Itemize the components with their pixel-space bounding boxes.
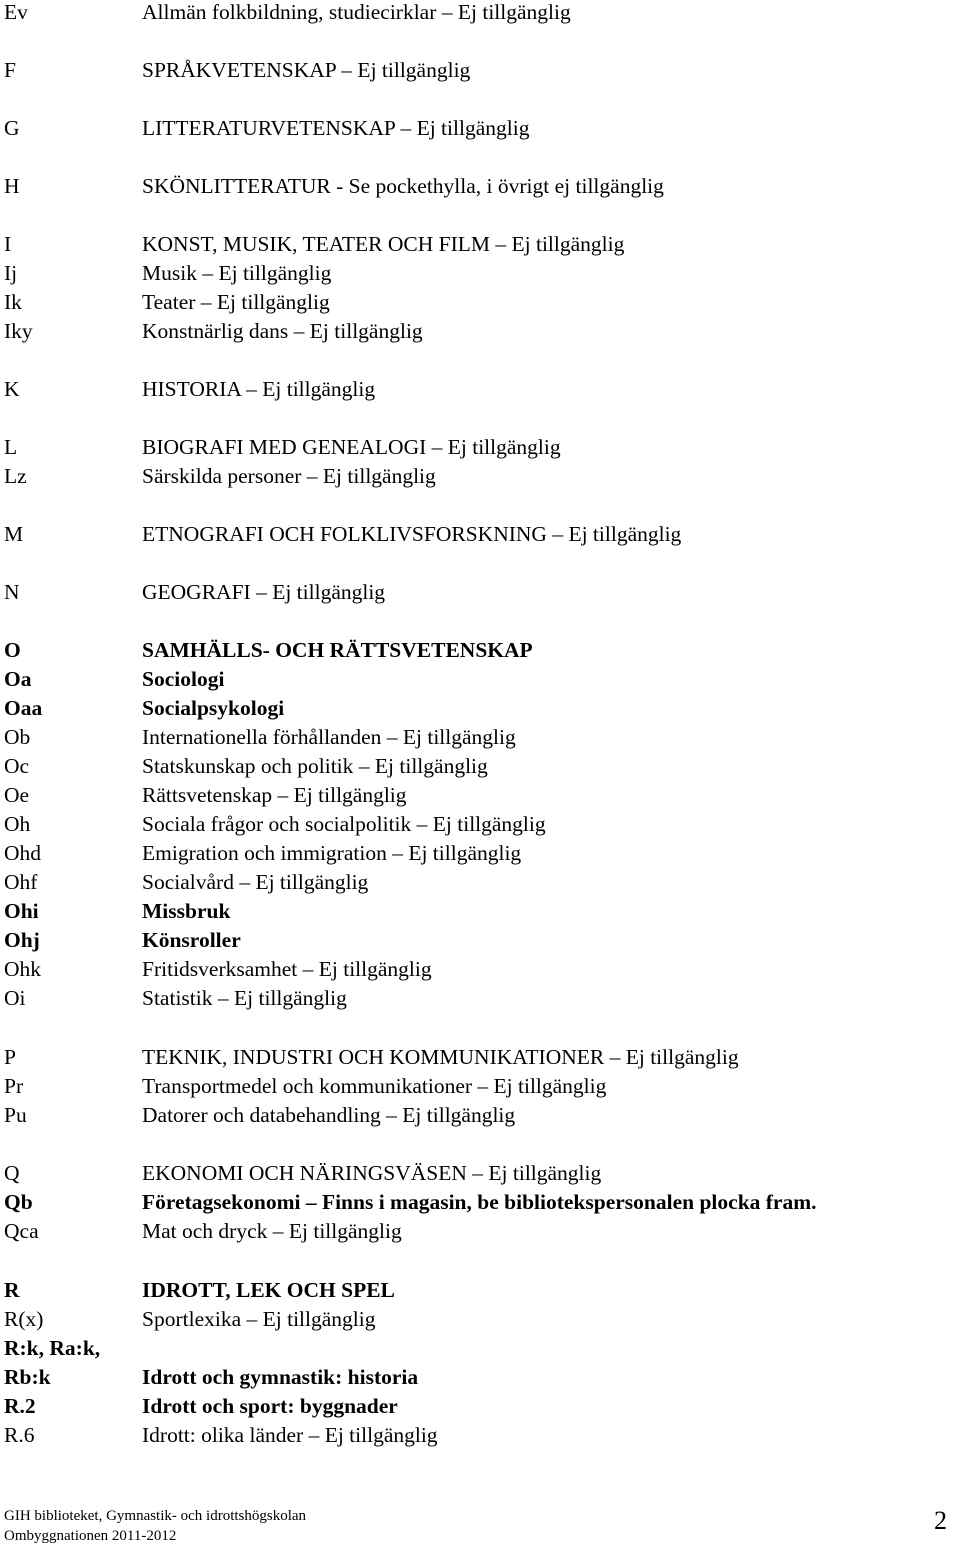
classification-subject: Särskilda personer – Ej tillgänglig [142,464,436,488]
classification-code: Oa [4,667,32,691]
classification-row [0,1334,960,1363]
classification-code: L [4,435,18,459]
classification-subject: ETNOGRAFI OCH FOLKLIVSFORSKNING – Ej tillgänglig [142,522,682,546]
classification-subject: SKÖNLITTERATUR - Se pockethylla, i övrigt ej tillgänglig [142,174,664,198]
classification-code: K [4,377,20,401]
classification-subject: KONST, MUSIK, TEATER OCH FILM – Ej tillgänglig [142,232,625,256]
classification-code: Rb:k [4,1365,51,1389]
classification-row [0,375,960,404]
classification-row [0,1072,960,1101]
classification-subject: LITTERATURVETENSKAP – Ej tillgänglig [142,116,530,140]
classification-row [0,578,960,607]
classification-subject: Statistik – Ej tillgänglig [142,986,347,1010]
classification-row [0,1159,960,1188]
classification-row [0,0,960,27]
classification-subject: Teater – Ej tillgänglig [142,290,330,314]
classification-subject: Sociala frågor och socialpolitik – Ej tillgänglig [142,812,546,836]
classification-subject: Musik – Ej tillgänglig [142,261,332,285]
classification-row [0,259,960,288]
page-number: 2 [934,1506,947,1535]
classification-subject: TEKNIK, INDUSTRI OCH KOMMUNIKATIONER – Ej tillgänglig [142,1045,739,1069]
classification-row [0,172,960,201]
classification-subject: Socialpsykologi [142,696,285,720]
classification-code: Oc [4,754,30,778]
classification-code: Ohi [4,899,39,923]
classification-subject: Emigration och immigration – Ej tillgänglig [142,841,522,865]
classification-code: Ohf [4,870,38,894]
classification-code: Ik [4,290,22,314]
classification-row [0,288,960,317]
classification-row [0,781,960,810]
classification-code: R.6 [4,1423,35,1447]
classification-subject: IDROTT, LEK OCH SPEL [142,1278,395,1302]
classification-code: Ij [4,261,18,285]
classification-subject: EKONOMI OCH NÄRINGSVÄSEN – Ej tillgänglig [142,1161,602,1185]
classification-row [0,462,960,491]
classification-row [0,1305,960,1334]
classification-row [0,665,960,694]
classification-row [0,897,960,926]
classification-subject: BIOGRAFI MED GENEALOGI – Ej tillgänglig [142,435,561,459]
classification-code: Ohd [4,841,42,865]
classification-code: M [4,522,24,546]
classification-subject: Statskunskap och politik – Ej tillgänglig [142,754,488,778]
classification-code: Iky [4,319,33,343]
classification-row [0,433,960,462]
classification-subject: Idrott och gymnastik: historia [142,1365,419,1389]
classification-subject: Missbruk [142,899,231,923]
classification-code: Pr [4,1074,24,1098]
classification-row [0,810,960,839]
classification-code: Lz [4,464,27,488]
classification-code: Pu [4,1103,27,1127]
classification-code: H [4,174,20,198]
classification-code: Ohk [4,957,42,981]
classification-code: Qca [4,1219,39,1243]
classification-code: Oi [4,986,26,1010]
classification-code: N [4,580,20,604]
classification-row [0,955,960,984]
classification-code: R [4,1278,20,1302]
classification-code: Ev [4,0,28,24]
classification-code: G [4,116,20,140]
classification-subject: HISTORIA – Ej tillgänglig [142,377,376,401]
classification-row [0,1188,960,1217]
classification-row [0,1217,960,1246]
classification-subject: Mat och dryck – Ej tillgänglig [142,1219,402,1243]
classification-row [0,723,960,752]
classification-subject: Transportmedel och kommunikationer – Ej tillgänglig [142,1074,607,1098]
classification-subject: Datorer och databehandling – Ej tillgänglig [142,1103,516,1127]
classification-row [0,1043,960,1072]
classification-row [0,868,960,897]
classification-row [0,56,960,85]
classification-subject: Rättsvetenskap – Ej tillgänglig [142,783,407,807]
classification-code: Q [4,1161,20,1185]
classification-subject: Idrott: olika länder – Ej tillgänglig [142,1423,438,1447]
classification-row [0,1421,960,1450]
classification-subject: Konstnärlig dans – Ej tillgänglig [142,319,423,343]
classification-row [0,1363,960,1392]
classification-row [0,636,960,665]
classification-code: I [4,232,12,256]
classification-row [0,1276,960,1305]
classification-code: Oe [4,783,30,807]
classification-row [0,230,960,259]
classification-row [0,1101,960,1130]
classification-row [0,114,960,143]
classification-code: R(x) [4,1307,44,1331]
classification-code: F [4,58,16,82]
classification-row [0,984,960,1013]
classification-code: Ob [4,725,31,749]
classification-subject: GEOGRAFI – Ej tillgänglig [142,580,386,604]
classification-row [0,317,960,346]
classification-subject: Företagsekonomi – Finns i magasin, be bibliotekspersonalen plocka fram. [142,1190,817,1214]
classification-code: Oh [4,812,31,836]
classification-subject: Könsroller [142,928,241,952]
footer-project: Ombyggnationen 2011-2012 [4,1528,177,1544]
classification-code: Ohj [4,928,40,952]
classification-subject: Fritidsverksamhet – Ej tillgänglig [142,957,432,981]
classification-code: Oaa [4,696,43,720]
classification-subject: Sportlexika – Ej tillgänglig [142,1307,376,1331]
footer-institution: GIH biblioteket, Gymnastik- och idrottshögskolan [4,1508,307,1524]
classification-row [0,694,960,723]
classification-code: Qb [4,1190,33,1214]
classification-row [0,520,960,549]
classification-row [0,839,960,868]
classification-row [0,926,960,955]
classification-subject: Idrott och sport: byggnader [142,1394,398,1418]
classification-subject: Socialvård – Ej tillgänglig [142,870,369,894]
classification-code: P [4,1045,16,1069]
classification-code: R:k, Ra:k, [4,1336,101,1360]
classification-row [0,752,960,781]
classification-code: R.2 [4,1394,36,1418]
classification-subject: Internationella förhållanden – Ej tillgänglig [142,725,516,749]
classification-subject: SAMHÄLLS- OCH RÄTTSVETENSKAP [142,638,533,662]
classification-subject: Sociologi [142,667,225,691]
classification-subject: Allmän folkbildning, studiecirklar – Ej tillgänglig [142,0,571,24]
classification-subject: SPRÅKVETENSKAP – Ej tillgänglig [142,58,471,82]
classification-row [0,1392,960,1421]
classification-code: O [4,638,21,662]
